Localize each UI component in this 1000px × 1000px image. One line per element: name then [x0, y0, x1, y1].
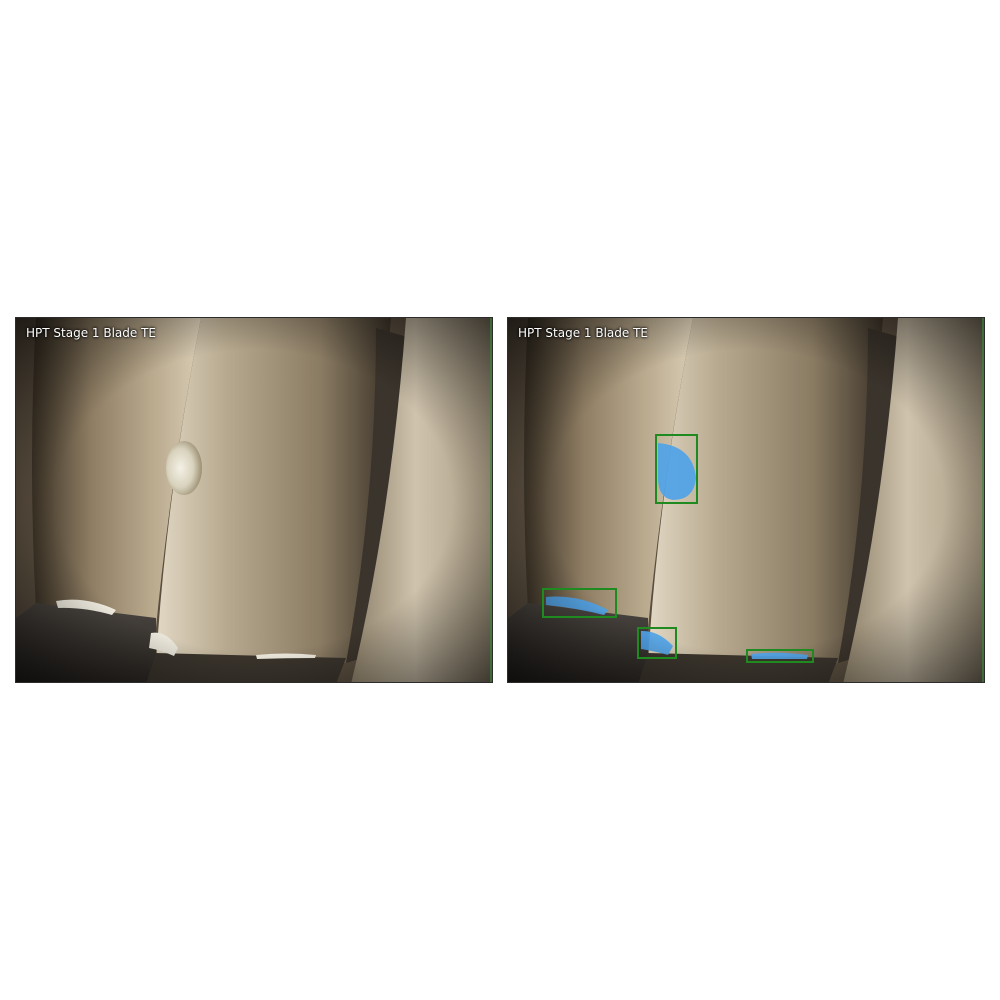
panel-edge — [490, 318, 492, 682]
borescope-image-original — [16, 318, 493, 683]
detection-box-crack[interactable] — [746, 649, 814, 663]
inspection-image-annotated — [507, 317, 985, 683]
detection-box-nick[interactable] — [542, 588, 617, 618]
detection-box-chip[interactable] — [637, 627, 677, 659]
inspection-image-original — [15, 317, 493, 683]
image-caption: HPT Stage 1 Blade TE — [26, 326, 156, 340]
image-caption: HPT Stage 1 Blade TE — [518, 326, 648, 340]
borescope-image-annotated — [508, 318, 985, 683]
detection-box-burn[interactable] — [655, 434, 698, 504]
panel-edge — [982, 318, 984, 682]
